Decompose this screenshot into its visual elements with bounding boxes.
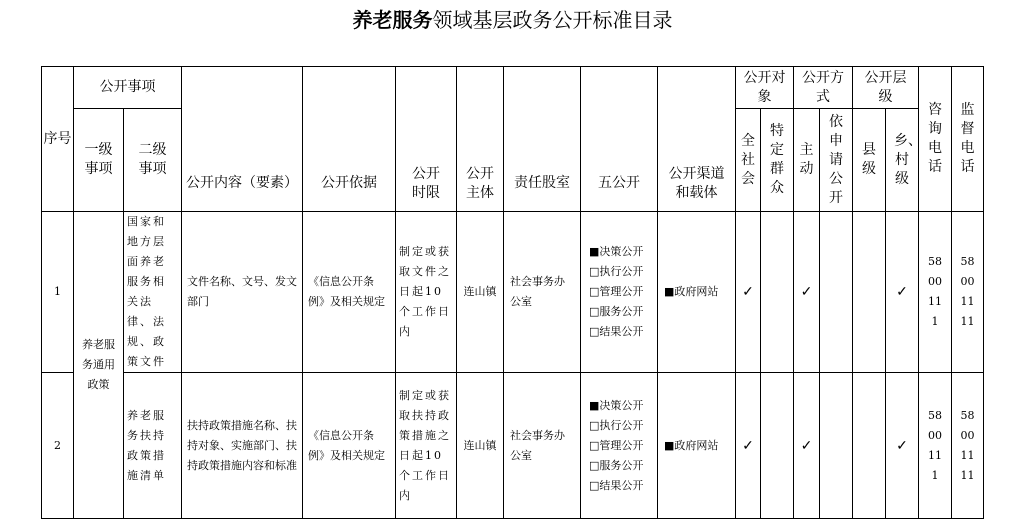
five-item: □管理公开	[589, 285, 644, 298]
header-method-group: 公开方式	[794, 67, 853, 109]
header-basis: 公开依据	[303, 67, 396, 212]
page-title	[0, 8, 1025, 32]
header-method-active: 主动	[794, 109, 820, 212]
header-level-town: 乡、村级	[886, 109, 919, 212]
header-target-all: 全社会	[736, 109, 761, 212]
header-level2: 二级事项	[124, 109, 182, 212]
header-phone: 咨询电话	[919, 67, 952, 212]
row-seq: 2	[42, 373, 74, 519]
row-office: 社会事务办公室	[504, 373, 581, 519]
header-supervise: 监督电话	[952, 67, 984, 212]
header-office: 责任股室	[504, 67, 581, 212]
row-content: 扶持政策措施名称、扶持对象、实施部门、扶持政策措施内容和标准	[182, 373, 303, 519]
row-level2: 养老服务扶持政策措施清单	[124, 373, 182, 519]
row-basis: 《信息公开条例》及相关规定	[303, 373, 396, 519]
check-method-request	[820, 373, 853, 519]
row-subject: 连山镇	[457, 212, 504, 373]
row-office: 社会事务办公室	[504, 212, 581, 373]
five-item: □执行公开	[589, 418, 644, 432]
row-phone: 5800111	[919, 373, 952, 519]
check-target-specific	[761, 212, 794, 373]
five-item: ■决策公开	[589, 398, 644, 412]
row-time-limit: 制定或获取扶持政策措施之日起10个工作日内	[396, 373, 457, 519]
header-time-limit: 公开时限	[396, 67, 457, 212]
five-item: □服务公开	[589, 458, 644, 472]
row-seq: 1	[42, 212, 74, 373]
table-row	[42, 212, 984, 373]
header-target-specific: 特定群众	[761, 109, 794, 212]
title-rest: 领域基层政务公开标准目录	[432, 8, 673, 32]
check-level-county	[853, 212, 886, 373]
header-subject: 公开主体	[457, 67, 504, 212]
header-channel: 公开渠道和载体	[658, 67, 736, 212]
row-supervise: 58001111	[952, 212, 984, 373]
five-item: ■决策公开	[589, 245, 644, 258]
check-method-active: ✓	[794, 373, 820, 519]
header-target-group: 公开对象	[736, 67, 794, 109]
row-content: 文件名称、文号、发文部门	[182, 212, 303, 373]
five-item: □结果公开	[589, 478, 644, 492]
header-level1: 一级事项	[74, 109, 124, 212]
table-row	[42, 373, 984, 519]
five-item: □结果公开	[589, 325, 644, 338]
five-item: □管理公开	[589, 438, 644, 452]
header-content: 公开内容（要素）	[182, 67, 303, 212]
check-target-specific	[761, 373, 794, 519]
row-five	[581, 373, 658, 519]
header-row-1	[42, 67, 984, 109]
row-level1: 养老服务通用政策	[74, 212, 124, 519]
check-level-town: ✓	[886, 373, 919, 519]
row-phone: 5800111	[919, 212, 952, 373]
header-method-request: 依申请公开	[820, 109, 853, 212]
check-target-all: ✓	[736, 212, 761, 373]
check-target-all: ✓	[736, 373, 761, 519]
title-bold: 养老服务	[352, 8, 433, 32]
five-item: □服务公开	[589, 305, 644, 318]
header-level-county: 县级	[853, 109, 886, 212]
check-level-town: ✓	[886, 212, 919, 373]
five-item: □执行公开	[589, 265, 644, 278]
row-basis: 《信息公开条例》及相关规定	[303, 212, 396, 373]
row-level2: 国家和地方层面养老服务相关法律、法规、政策文件	[124, 212, 182, 373]
row-channel: ■政府网站	[658, 373, 736, 519]
row-time-limit: 制定或获取文件之日起10个工作日内	[396, 212, 457, 373]
check-method-active: ✓	[794, 212, 820, 373]
check-method-request	[820, 212, 853, 373]
row-channel: ■政府网站	[658, 212, 736, 373]
header-five: 五公开	[581, 67, 658, 212]
header-public-items: 公开事项	[74, 67, 182, 109]
check-level-county	[853, 373, 886, 519]
row-five	[581, 212, 658, 373]
header-seq: 序号	[42, 67, 74, 212]
catalog-table	[41, 66, 984, 519]
row-subject: 连山镇	[457, 373, 504, 519]
row-supervise: 58001111	[952, 373, 984, 519]
header-level-group: 公开层级	[853, 67, 919, 109]
